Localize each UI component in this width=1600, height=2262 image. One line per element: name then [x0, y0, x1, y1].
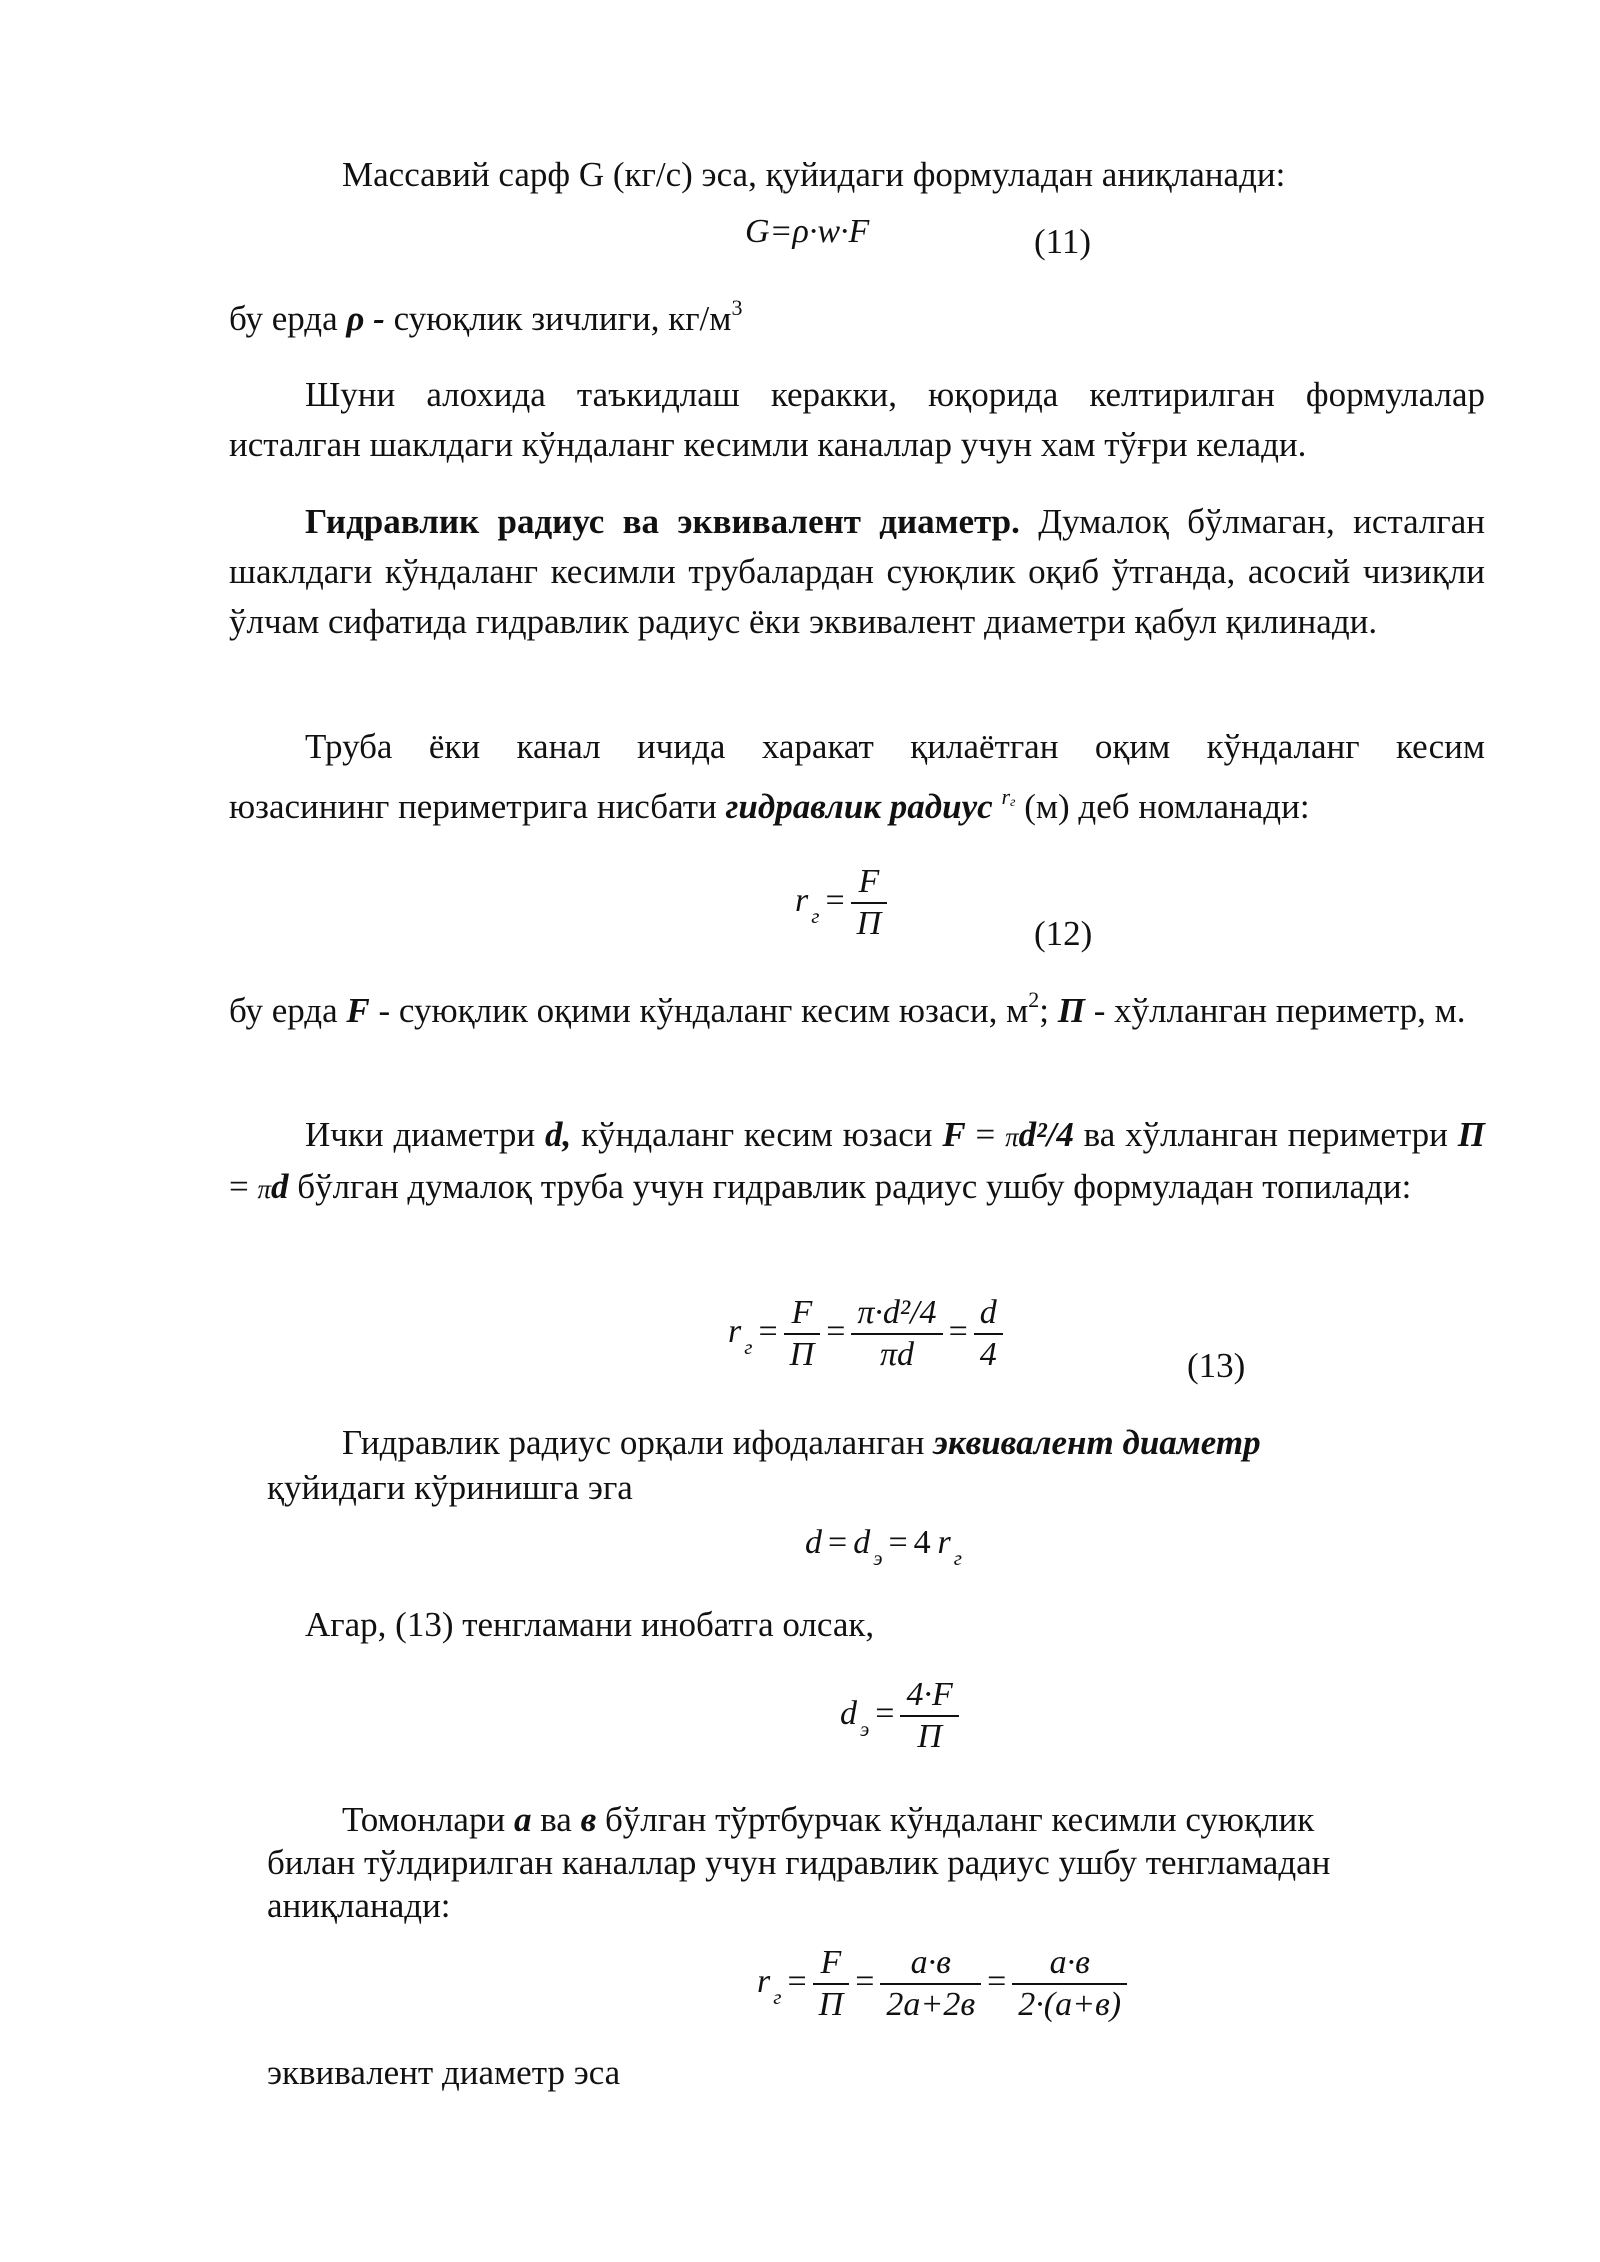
paragraph-rectangular-line2: билан тўлдирилган каналлар учун гидравлик радиус ушбу тенгламадан — [267, 1843, 1331, 1882]
equation-number-11: (11) — [1034, 222, 1092, 261]
formula-de: d $_э$ = $\frac{4\cdot F}{П}$ — [840, 1675, 959, 1757]
paragraph-mass-flow: Массавий сарф G (кг/с) эса, қуйидаги формуладан аниқланади: — [342, 155, 1286, 194]
paragraph-hydraulic-radius-def-line2: юзасининг периметрига нисбати гидравлик радиус $^{rг}$ (м) деб номланади: — [229, 784, 1310, 826]
paragraph-rectangular-line3: аниқланади: — [267, 1886, 451, 1925]
paragraph-F-P-definition: бу ерда F - суюқлик оқими кўндаланг кесим юзаси, $м^2$; П - хўлланган периметр, м. — [229, 987, 1466, 1030]
formula-11: G=ρ·w·F — [745, 213, 870, 250]
paragraph-round-pipe: Ички диаметри d, кўндаланг кесим юзаси F = πd²/4 ва хўлланган периметри П = πd бўлган думалоқ труба учун гидравлик радиус ушбу формуладан топилади: — [229, 1115, 1485, 1206]
paragraph-hydraulic-radius-intro: Гидравлик радиус ва эквивалент диаметр. Думалоқ бўлмаган, исталган шаклдаги кўндаланг кесимли трубалардан суюқлик оқиб ўтганда, асосий чизиқли ўлчам сифатида гидравлик радиус ёки эквивалент диаметри қабул қилинади. — [229, 502, 1485, 641]
paragraph-rho-definition: бу ерда ρ - суюқлик зичлиги, $кг/м^3$ — [229, 295, 743, 338]
paragraph-equivalent-diameter-line1: Гидравлик радиус орқали ифодаланган эквивалент диаметр — [342, 1423, 1261, 1462]
section-heading: Гидравлик радиус ва эквивалент диаметр. — [305, 502, 1020, 541]
paragraph-note-formulas: Шуни алохида таъкидлаш керакки, юқорида келтирилган формулалар исталган шаклдаги кўндаланг кесимли каналлар учун хам тўғри келади. — [229, 375, 1485, 464]
formula-rectangular-radius: r $_г$ = $\frac{F}{П}$ = $\frac{а\cdot в}{2а+2в}$ = $\frac{а\cdot в}{2\cdot(а+в)}$ — [757, 1943, 1127, 2025]
formula-13: r $_г$ = $\frac{F}{П}$ = $\frac{\text{π·d²/4}}{\pi d}$ = $\frac{d}{4}$ — [728, 1293, 1003, 1375]
paragraph-considering-13: Агар, (13) тенгламани инобатга олсак, — [305, 1605, 875, 1644]
formula-12: r $_г$ = $\frac{F}{П}$ — [795, 862, 887, 944]
equation-number-12: (12) — [1034, 914, 1093, 953]
formula-equivalent-diameter: d = d $_э$ = 4 r $_г$ — [805, 1524, 962, 1570]
paragraph-rectangular-line1: Томонлари а ва в бўлган тўртбурчак кўндаланг кесимли суюқлик — [342, 1800, 1315, 1839]
paragraph-equivalent-diameter-then: эквивалент диаметр эса — [267, 2053, 621, 2092]
equation-number-13: (13) — [1187, 1346, 1246, 1385]
paragraph-equivalent-diameter-line2: қуйидаги кўринишга эга — [267, 1468, 633, 1507]
paragraph-hydraulic-radius-def-line1: Труба ёки канал ичида харакат қилаётган оқим кўндаланг кесим — [305, 727, 1485, 766]
